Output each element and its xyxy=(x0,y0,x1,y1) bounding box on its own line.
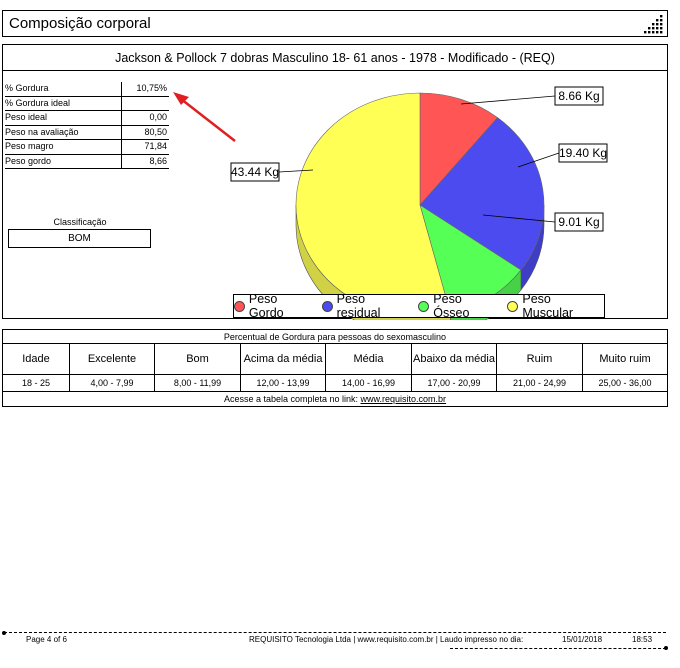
table-cell: 4,00 - 7,99 xyxy=(70,375,155,392)
footer-divider xyxy=(450,648,666,649)
legend-swatch xyxy=(507,301,518,312)
footer-company: REQUISITO Tecnologia Ltda | www.requisito.com.br | Laudo impresso no dia: xyxy=(249,635,524,644)
metric-label: % Gordura xyxy=(5,82,122,96)
metric-value: 0,00 xyxy=(149,112,167,122)
metric-label: Peso gordo xyxy=(5,155,122,169)
column-header: Excelente xyxy=(70,344,155,375)
legend-item-muscle xyxy=(507,292,604,320)
reference-table xyxy=(2,329,668,407)
metric-label: Peso magro xyxy=(5,140,122,154)
metric-value: 8,66 xyxy=(149,155,167,166)
legend-label: Peso Gordo xyxy=(248,292,284,320)
red-arrow-icon xyxy=(173,92,235,141)
legend-label: Peso residual xyxy=(336,292,381,320)
table-cell: 17,00 - 20,99 xyxy=(412,375,497,392)
metric-label: Peso na avaliação xyxy=(5,126,122,140)
metric-label: % Gordura ideal xyxy=(5,97,122,111)
column-header: Idade xyxy=(3,344,70,375)
table-cell: 8,00 - 11,99 xyxy=(155,375,241,392)
legend-item-bone xyxy=(418,292,500,320)
footer-page-number: Page 4 of 6 xyxy=(26,635,67,644)
pie-data-label: 9.01 Kg xyxy=(558,215,600,229)
table-cell: 12,00 - 13,99 xyxy=(241,375,326,392)
legend-item-residual xyxy=(322,292,412,320)
reference-title: Percentual de Gordura para pessoas do sexomasculino xyxy=(3,330,667,344)
classification-value: BOM xyxy=(8,229,151,248)
table-cell: 18 - 25 xyxy=(3,375,70,392)
footer-dot-icon xyxy=(664,646,668,650)
column-header: Acima da média xyxy=(241,344,326,375)
reference-link-prefix: Acesse a tabela completa no link: xyxy=(223,394,361,404)
pie-chart xyxy=(3,45,669,320)
body-composition-report xyxy=(2,44,668,319)
page-title: Composição corporal xyxy=(9,15,151,32)
protocol-title: Jackson & Pollock 7 dobras Masculino 18- 61 anos - 1978 - Modificado - (REQ) xyxy=(3,45,667,71)
table-cell: 14,00 - 16,99 xyxy=(326,375,412,392)
column-header: Abaixo da média xyxy=(412,344,497,375)
legend-label: Peso Muscular xyxy=(522,292,574,320)
reference-grid xyxy=(3,344,667,392)
metric-label: Peso ideal xyxy=(5,111,122,125)
chart-legend xyxy=(233,294,605,318)
pie-data-label: 8.66 Kg xyxy=(558,89,600,103)
column-header: Muito ruim xyxy=(583,344,667,375)
section-title-bar xyxy=(2,10,668,37)
legend-swatch xyxy=(234,301,245,312)
footer-date: 15/01/2018 xyxy=(562,635,603,644)
classification-label: Classificação xyxy=(53,217,107,227)
metric-value: 71,84 xyxy=(144,141,167,151)
metric-value: 10,75% xyxy=(136,83,167,93)
column-header: Bom xyxy=(155,344,241,375)
footer-time: 18:53 xyxy=(632,635,653,644)
reference-link[interactable]: www.requisito.com.br xyxy=(360,394,447,404)
column-header: Média xyxy=(326,344,412,375)
footer-divider xyxy=(4,632,666,633)
page-footer xyxy=(2,631,668,649)
table-cell: 25,00 - 36,00 xyxy=(583,375,667,392)
pie-leader-line xyxy=(461,96,555,104)
metric-value: 80,50 xyxy=(144,126,167,137)
reference-link-line xyxy=(3,392,667,406)
pie-slices xyxy=(296,93,544,317)
legend-item-fat xyxy=(234,292,315,320)
table-cell: 21,00 - 24,99 xyxy=(497,375,583,392)
dots-grid-icon xyxy=(644,14,664,34)
legend-swatch xyxy=(418,301,429,312)
pie-data-label: 19.40 Kg xyxy=(558,146,608,160)
legend-label: Peso Ósseo xyxy=(433,292,470,320)
column-header: Ruim xyxy=(497,344,583,375)
pie-data-label: 43.44 Kg xyxy=(230,165,280,179)
legend-swatch xyxy=(322,301,333,312)
footer-dot-icon xyxy=(2,631,6,635)
